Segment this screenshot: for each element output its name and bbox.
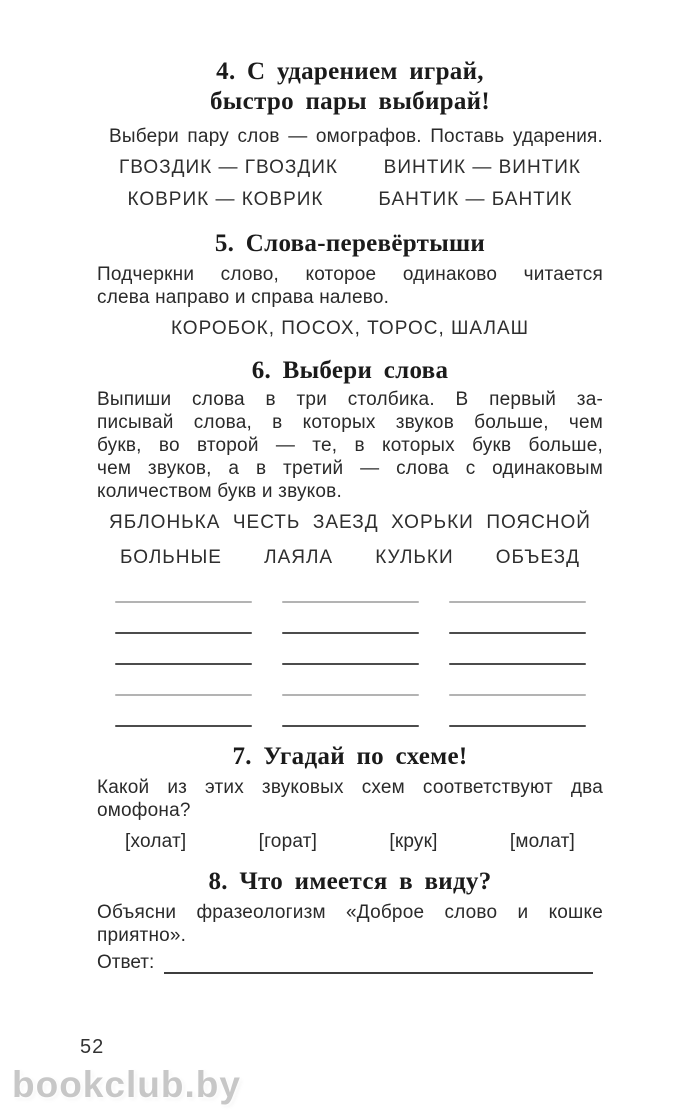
exercise7-title: 7. Угадай по схеме!	[232, 743, 468, 770]
exercise4-title-line2: быстро пары выбирай!	[210, 88, 490, 115]
transcription-item: [холат]	[125, 831, 187, 852]
blank-answer-line	[282, 694, 419, 696]
homograph-pairs-row-1	[119, 156, 581, 179]
answer-line-row	[115, 663, 586, 665]
answer-line-row	[115, 725, 586, 727]
blank-answer-line	[282, 725, 419, 727]
word-item: ЯБЛОНЬКА	[109, 512, 221, 533]
exercise5-body-line1: Подчеркни слово, которое одинаково читается	[97, 264, 603, 285]
blank-answer-line	[449, 632, 586, 634]
watermark: bookclub.by	[12, 1064, 241, 1105]
blank-answer-line	[449, 725, 586, 727]
word-item: БОЛЬНЫЕ	[120, 547, 222, 568]
answer-line-row	[115, 601, 586, 603]
transcriptions-row	[125, 830, 575, 853]
word-item: ЧЕСТЬ	[232, 512, 301, 533]
word-item: ЛАЯЛА	[264, 547, 334, 568]
palindrome-words: КОРОБОК, ПОСОХ, ТОРОС, ШАЛАШ	[170, 318, 530, 339]
answer-row	[97, 951, 603, 974]
word-item: ЗАЕЗД	[312, 512, 379, 533]
blank-answer-line	[449, 694, 586, 696]
blank-answer-line	[449, 601, 586, 603]
exercise6-body-line1: Выпиши слова в три столбика. В первый за-	[97, 389, 603, 410]
blank-answer-line	[282, 663, 419, 665]
homograph-pair: КОВРИК — КОВРИК	[127, 189, 324, 210]
exercise6-body-line2: писывай слова, в которых звуков больше, чем	[97, 412, 603, 433]
blank-answer-line	[115, 601, 252, 603]
exercise7-body-line2: омофона?	[97, 800, 191, 821]
transcription-item: [молат]	[509, 831, 575, 852]
answer-line-row	[115, 694, 586, 696]
transcription-item: [горат]	[258, 831, 318, 852]
blank-answer-line	[164, 952, 593, 974]
word-list-row-1	[109, 511, 591, 534]
exercise8-body-line1: Объясни фразеологизм «Доброе слово и кошке	[97, 902, 603, 923]
word-item: КУЛЬКИ	[375, 547, 454, 568]
page-content	[97, 0, 603, 974]
homograph-pair: ГВОЗДИК — ГВОЗДИК	[119, 157, 338, 178]
blank-answer-line	[115, 694, 252, 696]
homograph-pairs-row-2	[128, 188, 573, 211]
word-item: ПОЯСНОЙ	[486, 512, 591, 533]
homograph-pair: ВИНТИК — ВИНТИК	[383, 157, 581, 178]
blank-answer-line	[282, 601, 419, 603]
word-item: ХОРЬКИ	[391, 512, 474, 533]
exercise8-title: 8. Что имеется в виду?	[208, 868, 492, 895]
answer-line-row	[115, 632, 586, 634]
answer-lines-grid	[115, 601, 586, 727]
answer-label: Ответ:	[97, 952, 155, 973]
blank-answer-line	[115, 725, 252, 727]
exercise5-body-line2: слева направо и справа налево.	[97, 287, 390, 308]
homograph-pair: БАНТИК — БАНТИК	[378, 189, 573, 210]
blank-answer-line	[115, 632, 252, 634]
page-number: 52	[80, 1036, 105, 1058]
blank-answer-line	[449, 663, 586, 665]
exercise6-body-line3: букв, во второй — те, в которых букв больше,	[97, 435, 603, 456]
blank-answer-line	[115, 663, 252, 665]
exercise7-body-line1: Какой из этих звуковых схем соответствуют два	[97, 777, 603, 798]
transcription-item: [крук]	[389, 831, 438, 852]
exercise4-title-line1: 4. С ударением играй,	[216, 58, 484, 85]
exercise5-title: 5. Слова-перевёртыши	[214, 230, 486, 257]
exercise4-instruction: Выбери пару слов — омографов. Поставь ударения.	[109, 126, 603, 147]
exercise6-title: 6. Выбери слова	[251, 357, 449, 384]
blank-answer-line	[282, 632, 419, 634]
exercise6-body-line5: количеством букв и звуков.	[97, 481, 342, 502]
word-item: ОБЪЕЗД	[495, 547, 580, 568]
exercise6-body-line4: чем звуков, а в третий — слова с одинаковым	[97, 458, 603, 479]
word-list-row-2	[120, 546, 580, 569]
exercise8-body-line2: приятно».	[97, 925, 187, 946]
